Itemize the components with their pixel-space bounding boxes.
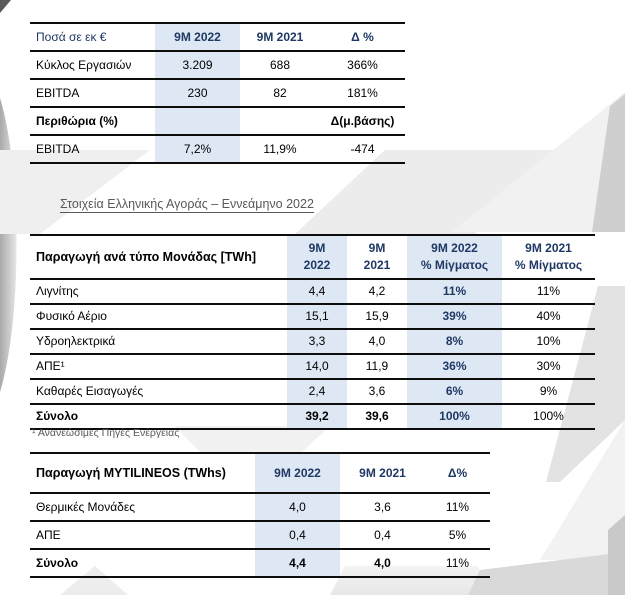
value-cell: 181% [347,86,378,100]
column-header: 9M 2022 [287,235,347,279]
value-cell: 36% [407,354,502,379]
row-label: EBITDA [36,142,80,156]
table-row [30,549,490,577]
table-row [30,107,405,135]
column-header: 9M 2021 [363,241,391,272]
value-cell: -474 [350,142,375,156]
value-cell: 40% [536,309,561,323]
row-label: Κύκλος Εργασιών [36,58,132,72]
section-heading: Στοιχεία Ελληνικής Αγοράς – Εννεάμηνο 2022 [60,197,314,211]
value-cell: 11,9% [263,142,297,156]
table-row [30,135,405,163]
table-row [30,51,405,79]
value-cell: 11% [536,284,561,298]
value-cell: 4,4 [255,549,340,577]
value-cell: 4,2 [368,284,386,298]
value-cell: 30% [536,359,561,373]
column-header: 9M 2021 [359,466,406,480]
table-row [30,279,595,304]
value-cell: 8% [407,329,502,354]
value-cell: 2,4 [287,379,347,404]
value-cell: 4,0 [368,334,386,348]
table-row [30,379,595,404]
value-cell: 688 [269,58,291,72]
value-cell: 100% [407,404,502,429]
row-label: Περιθώρια (%) [36,114,118,128]
value-cell: 3,3 [287,329,347,354]
value-cell: 0,4 [374,528,391,542]
row-label: ΑΠΕ¹ [36,359,65,373]
value-cell: 10% [536,334,561,348]
value-cell: 4,0 [255,493,340,521]
value-cell: 3.209 [155,51,240,79]
financials-table [30,22,405,164]
value-cell: 3,6 [368,384,386,398]
value-cell: 230 [155,79,240,107]
value-cell: 11% [407,279,502,304]
value-cell [240,107,320,135]
row-label: Λιγνίτης [36,284,79,298]
row-label: ΑΠΕ [36,528,61,542]
row-label: Φυσικό Αέριο [36,309,107,323]
value-cell: 82 [273,86,287,100]
value-cell: 39% [407,304,502,329]
value-cell: 4,4 [287,279,347,304]
value-cell: 100% [533,409,564,423]
column-header: 9M 2022 [255,453,340,493]
table-row [30,304,595,329]
value-cell: 11,9 [365,359,389,373]
column-header: Δ% [447,466,468,480]
column-header: 9M 2021 [256,30,304,44]
value-cell: 0,4 [255,521,340,549]
value-cell: 366% [347,58,378,72]
table-title-cell: Παραγωγή ανά τύπο Μονάδας [TWh] [36,249,256,264]
column-header: Δ % [351,30,374,44]
table-row [30,493,490,521]
column-header: 9M 2022 [155,23,240,51]
value-cell: 11% [445,500,470,514]
value-cell: 14,0 [287,354,347,379]
table-row [30,354,595,379]
column-header: 9M 2022 % Μίγματος [407,235,502,279]
value-cell: 11% [445,556,470,570]
mytilineos-production-table [30,452,490,578]
table-title-cell: Ποσά σε εκ € [36,30,107,44]
footnote: ¹ Ανανεώσιμες Πηγές Ενέργειας [32,427,180,439]
value-cell: 3,6 [374,500,391,514]
value-cell: Δ(μ.βάσης) [330,114,395,128]
row-label: Θερμικές Μονάδες [36,500,135,514]
value-cell: 15,1 [287,304,347,329]
row-label: Σύνολο [36,556,79,570]
value-cell: 9% [539,384,558,398]
value-cell: 6% [407,379,502,404]
table-title-cell: Παραγωγή MYTILINEOS (TWhs) [36,466,226,480]
row-label: Καθαρές Εισαγωγές [36,384,144,398]
table-row [30,404,595,429]
value-cell: 39,6 [365,409,389,423]
column-header: 9M 2021 % Μίγματος [514,241,583,272]
value-cell: 39,2 [287,404,347,429]
row-label: Σύνολο [36,409,79,423]
value-cell: 15,9 [365,309,389,323]
table-row [30,79,405,107]
value-cell: 7,2% [155,135,240,163]
row-label: Υδροηλεκτρικά [36,334,116,348]
value-cell: 5% [448,528,467,542]
value-cell [155,107,240,135]
market-production-table [30,234,595,430]
value-cell: 4,0 [374,556,391,570]
table-row [30,521,490,549]
row-label: EBITDA [36,86,80,100]
table-row [30,329,595,354]
